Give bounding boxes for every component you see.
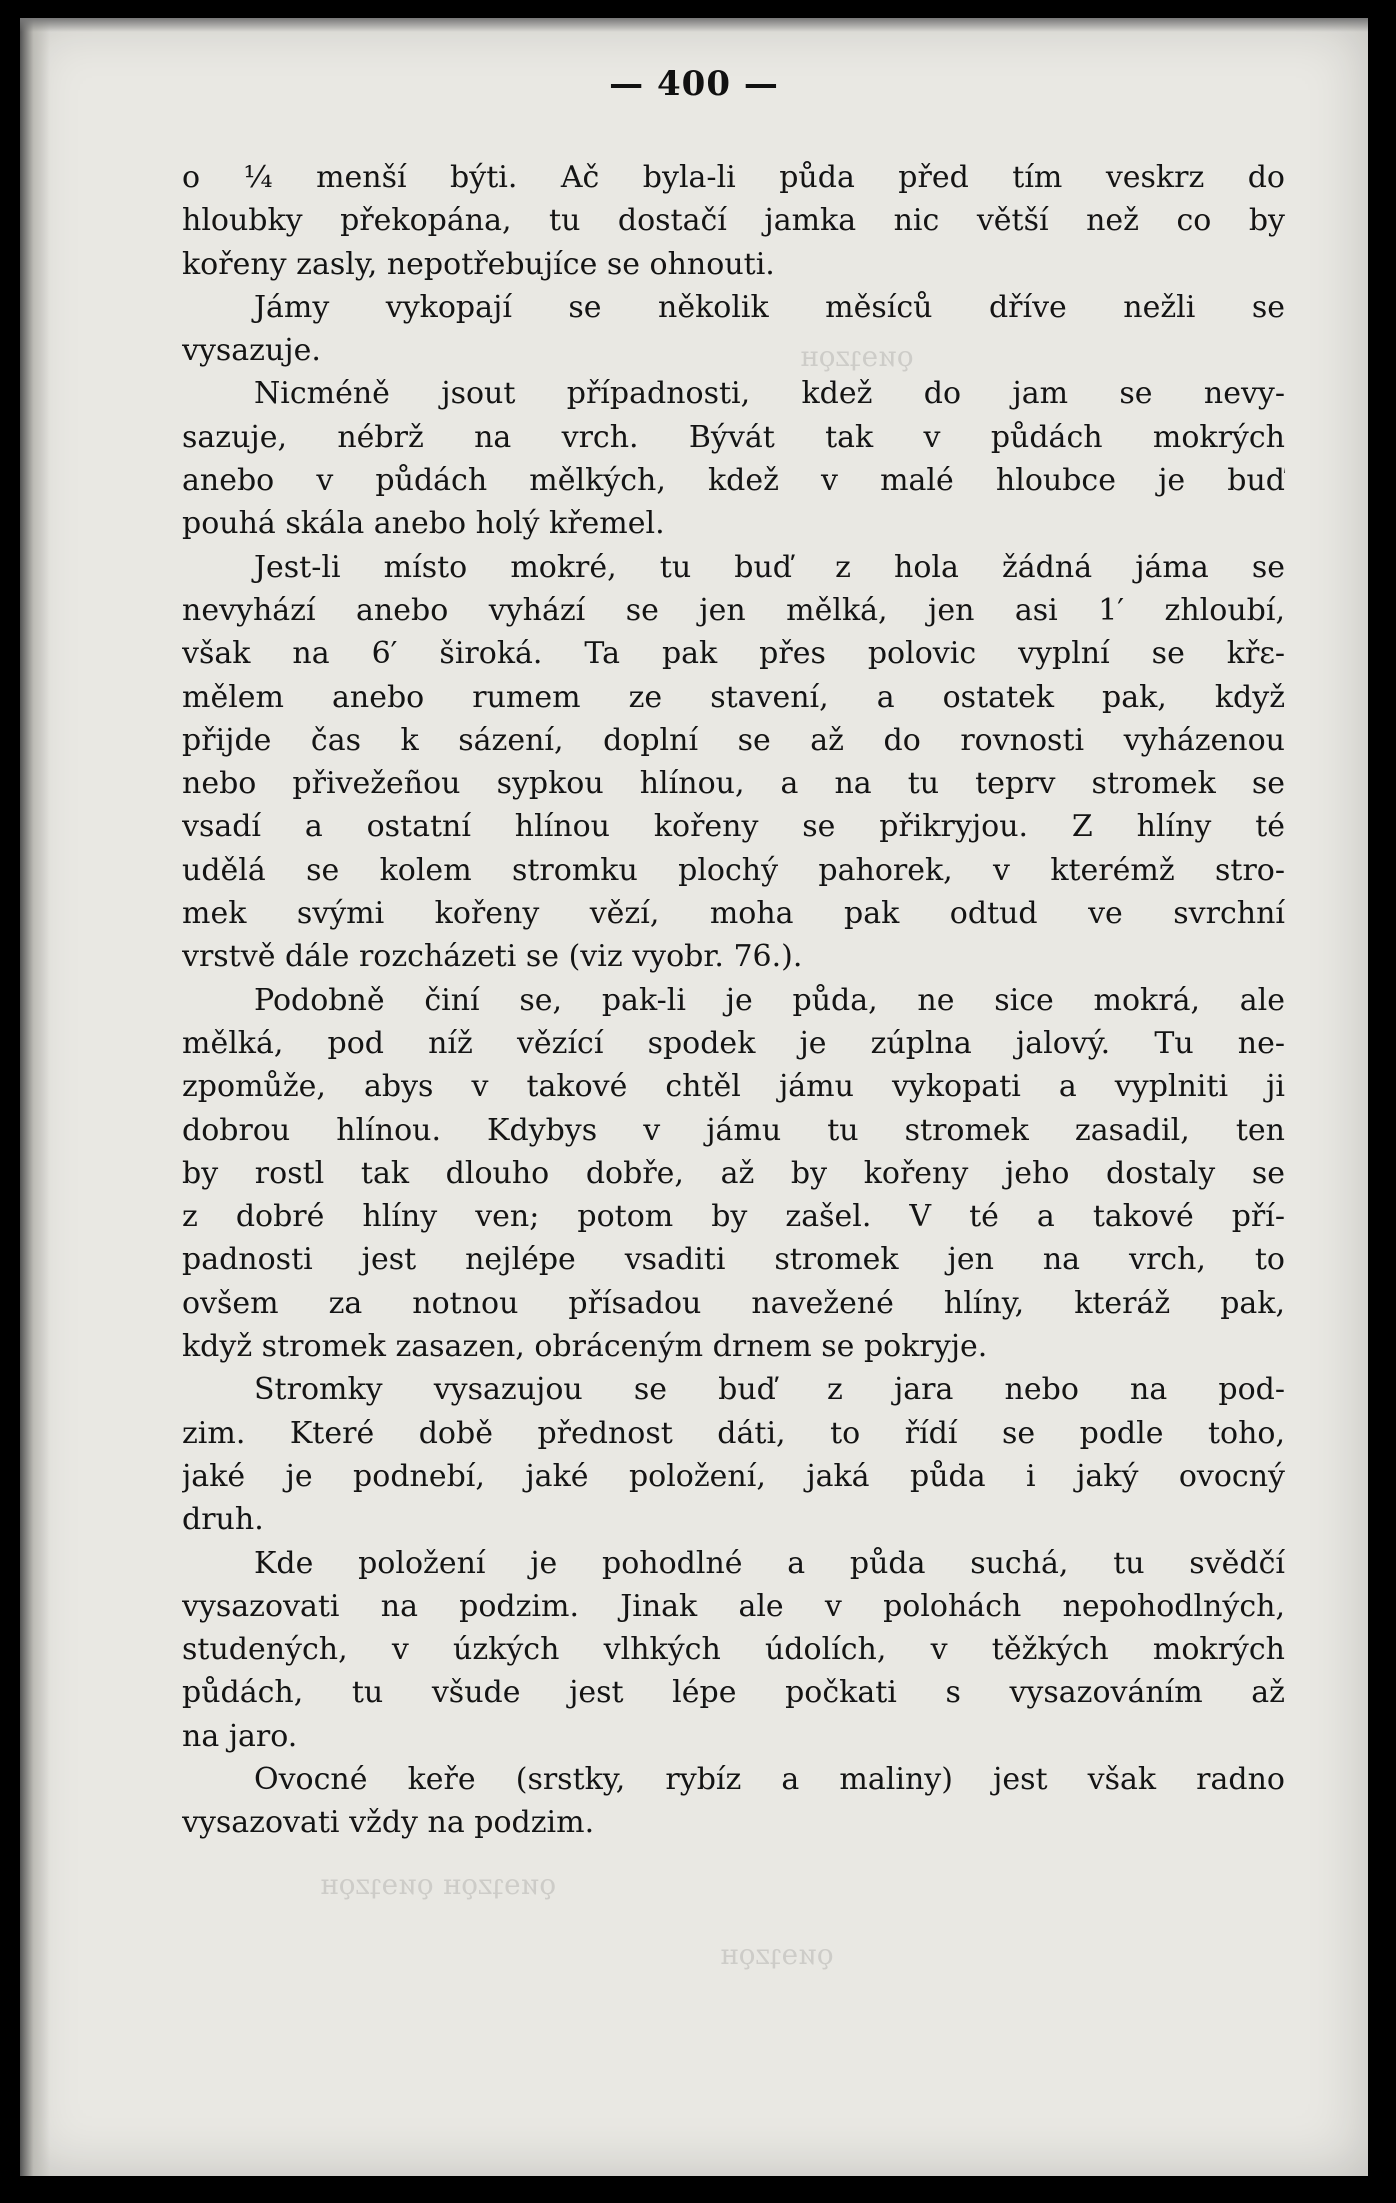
text-line: dobrou hlínou. Kdybys v jámu tu stromek zasadil, ten (182, 1112, 1285, 1148)
text-line: zim. Které době přednost dáti, to řídí se podle toho, (182, 1415, 1285, 1451)
text-line: půdách, tu všude jest lépe počkati s vysazováním až (182, 1675, 1285, 1711)
text-line: vysazovati vždy na podzim. (182, 1805, 595, 1841)
bleed-through-mark: ǫᴎɘʇzǫʜ (800, 340, 914, 373)
text-line: vrstvě dále rozcházeti se (viz vyobr. 76.). (182, 939, 803, 975)
text-line: druh. (182, 1502, 264, 1538)
text-line: zpomůže, abys v takové chtěl jámu vykopati a vyplniti ji (182, 1069, 1285, 1105)
text-line: anebo v půdách mělkých, kdež v malé hloubce je buď (182, 463, 1285, 499)
document-page (20, 18, 1368, 2176)
text-line: mělká, pod níž vězící spodek je zúplna jalový. Tu ne- (182, 1025, 1285, 1061)
text-line: vysazuje. (182, 333, 321, 369)
text-line: hloubky překopána, tu dostačí jamka nic větší než co by (182, 203, 1285, 239)
text-line: studených, v úzkých vlhkých údolích, v těžkých mokrých (182, 1632, 1285, 1668)
text-line: padnosti jest nejlépe vsaditi stromek jen na vrch, to (182, 1242, 1285, 1278)
body-text (182, 156, 1285, 1845)
text-line: Podobně činí se, pak-li je půda, ne sice mokrá, ale (254, 982, 1285, 1018)
text-line: Kde položení je pohodlné a půda suchá, tu svědčí (254, 1545, 1285, 1581)
page-left-edge-shadow (20, 18, 50, 2176)
text-line: Jest-li místo mokré, tu buď z hola žádná jáma se (254, 549, 1285, 585)
text-line: na jaro. (182, 1718, 298, 1754)
text-line: vysazovati na podzim. Jinak ale v polohách nepohodlných, (182, 1588, 1285, 1624)
text-line: mělem anebo rumem ze stavení, a ostatek pak, když (182, 679, 1285, 715)
text-line: Jámy vykopají se několik měsíců dříve nežli se (254, 289, 1285, 325)
text-line: však na 6′ široká. Ta pak přes polovic vyplní se křε- (182, 636, 1285, 672)
text-line: ovšem za notnou přísadou navežené hlíny, kteráž pak, (182, 1285, 1285, 1321)
text-line: by rostl tak dlouho dobře, až by kořeny jeho dostaly se (182, 1155, 1285, 1191)
text-line: přijde čas k sázení, doplní se až do rovnosti vyházenou (182, 722, 1285, 758)
page-number: — 400 — (609, 64, 779, 104)
text-line: sazuje, nébrž na vrch. Bývát tak v půdách mokrých (182, 419, 1285, 455)
text-line: udělá se kolem stromku plochý pahorek, v kterémž stro- (182, 852, 1285, 888)
text-line: vsadí a ostatní hlínou kořeny se přikryjou. Z hlíny té (182, 809, 1285, 845)
text-line: pouhá skála anebo holý křemel. (182, 506, 665, 542)
text-line: o ¼ menší býti. Ač byla-li půda před tím veskrz do (182, 160, 1285, 195)
page-top-edge-shadow (20, 18, 1368, 32)
text-line: Ovocné keře (srstky, rybíz a maliny) jest však radno (254, 1761, 1285, 1797)
text-line: jaké je podnebí, jaké položení, jaká půda i jaký ovocný (182, 1458, 1285, 1494)
text-line: nevyhází anebo vyhází se jen mělká, jen asi 1′ zhloubí, (182, 592, 1285, 628)
bleed-through-mark: ǫᴎɘʇzǫʜ ǫᴎɘʇzǫʜ (320, 1868, 557, 1901)
text-line: nebo přivežeñou sypkou hlínou, a na tu teprv stromek se (182, 766, 1285, 802)
text-line: mek svými kořeny vězí, moha pak odtud ve svrchní (182, 896, 1285, 932)
text-line: z dobré hlíny ven; potom by zašel. V té a takové pří- (182, 1199, 1285, 1235)
text-line: kořeny zasly, nepotřebujíce se ohnouti. (182, 246, 775, 282)
bleed-through-mark: ǫᴎɘʇzǫʜ (720, 1938, 834, 1971)
text-line: Stromky vysazujou se buď z jara nebo na pod- (254, 1372, 1285, 1408)
text-line: Nicméně jsout případnosti, kdež do jam se nevy- (254, 376, 1285, 412)
text-line: když stromek zasazen, obráceným drnem se pokryje. (182, 1329, 988, 1365)
